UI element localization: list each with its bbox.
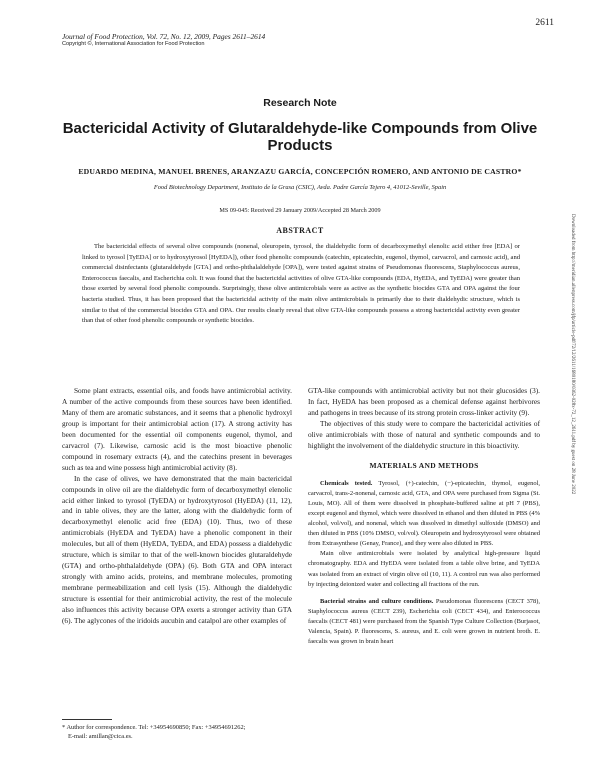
objectives-paragraph: The objectives of this study were to compare the bactericidal activities of olive antimicrobials with those of natural and synthetic compounds and to highlight the involvement of the dialdehydic structure in this bioactivity. [308, 418, 540, 450]
manuscript-dates: MS 09-045: Received 29 January 2009/Accepted 28 March 2009 [219, 207, 381, 214]
footnote-line-1: * Author for correspondence. Tel: +34954690850; Fax: +34954691262; [62, 724, 246, 731]
bacteria-subheading: Bacterial strains and culture conditions. [320, 597, 434, 605]
isolation-paragraph: Main olive antimicrobials were isolated by analytical high-pressure liquid chromatography. EDA and HyEDA were isolated from a table olive brine, and TyEDA was isolated from an extract of virgin olive oil (10, 11). A control run was also performed by injecting deionized water and collecting all fractions of the run. [308, 550, 540, 588]
page-number: 2611 [535, 18, 554, 28]
author-list: EDUARDO MEDINA, MANUEL BRENES, ARANZAZU GARCÍA, CONCEPCIÓN ROMERO, AND ANTONIO DE CASTRO* [78, 167, 522, 176]
bacteria-text: Pseudomonas fluorescens (CECT 378), Staphylococcus aureus (CECT 239), Escherichia coli (CECT 434), and Enterococcus faecalis (CECT 481) were purchased from the Spanish Type Culture Collection (Burjasot, Valencia, Spain). P. fluorescens, S. aureus, and E. coli were grown in nutrient broth. E. faecalis was grown in brain heart [308, 597, 540, 646]
body-left-column [62, 386, 292, 627]
correspondence-footnote [62, 723, 292, 741]
abstract-heading: ABSTRACT [276, 226, 324, 235]
copyright-notice: Copyright ©, International Association for Food Protection [62, 41, 205, 47]
download-sidebar [568, 214, 578, 584]
footnote-line-2: E-mail: amillan@cica.es. [68, 733, 133, 740]
chemicals-text: Tyrosol, (+)-catechin, (−)-epicatechin, thymol, eugenol, carvacrol, trans-2-nonenal, carnosic acid, GTA, and OPA were purchased from Sigma (St. Louis, MO). All of them were dissolved in phosphate-buffered saline at pH 7 (PBS), except eugenol and thymol, which were dissolved in ethanol and then diluted in PBS (4% alcohol, vol/vol), and nonenal, which was dissolved in dimethyl sulfoxide (DMSO) and then diluted in PBS (10% DMSO, vol/vol). Oleuropein and hydroxytyrosol were obtained from Extrasynthese (Genay, France), and they were also diluted in PBS. [308, 479, 540, 548]
chemicals-subheading: Chemicals tested. [320, 479, 373, 487]
abstract-text: The bactericidal effects of several olive compounds (nonenal, oleuropein, tyrosol, the dialdehydic form of decarboxymethyl elenolic acid either free [EDA] or linked to tyrosol [TyEDA] or to hydroxytyrosol [HyEDA]), other food phenolic compounds (catechin, epicatechin, eugenol, thymol, carvacrol, and carnosic acid), and commercial disinfectants (glutaraldehyde [GTA] and ortho-phthalaldehyde [OPA]), were tested against strains of Pseudomonas fluorescens, Staphylococcus aureus, Enterococcus faecalis, and Escherichia coli. It was found that the bactericidal activities of olive GTA-like compounds (EDA, HyEDA, and TyEDA) were greater than those exerted by several food phenolic compounds. Surprisingly, these olive antimicrobials were as active as the synthetic biocides GTA and OPA against the four bacteria studied. Thus, it has been proposed that the bactericidal activity of the main olive antimicrobials is primarily due to their dialdehydic structure, which is similar to that of the commercial biocides GTA and OPA. Our results clearly reveal that olive GTA-like compounds possess a strong bactericidal activity even greater than that of other food phenolic compounds or synthetic biocides. [82, 243, 520, 325]
intro-paragraph-2: In the case of olives, we have demonstrated that the main bactericidal compounds in olive oil are the dialdehydic form of decarboxymethyl elenolic acid either linked to tyrosol (TyEDA) or hydroxytyrosol (HyEDA) (11, 12), and in table olives, they are the latter, along with the dialdehydic form of decarboxymethyl elenolic acid free (EDA) (10). Thus, two of these antimicrobials (HyEDA and TyEDA) have a phenolic component in their molecules, but all of them (HyEDA, TyEDA, and EDA) possess a dialdehydic structure, which is similar to that of the well-known biocides glutaraldehyde (GTA) and ortho-phthalaldehyde (OPA) (6). Both GTA and OPA interact strongly with amino acids, proteins, and membrane molecules, promoting membrane permeabilization and cell lysis (15). Although the dialdehydic structure is essential for their antimicrobial activity, the rest of the molecule also influences this activity because OPA exerts a stronger activity than GTA (6). The aglycones of the iridoids aucubin and catalpol are other examples of [62, 473, 292, 626]
journal-citation: Journal of Food Protection, Vol. 72, No. 12, 2009, Pages 2611–2614 [62, 32, 266, 41]
chemicals-paragraph [308, 479, 540, 550]
author-affiliation: Food Biotechnology Department, Instituto de la Grasa (CSIC), Avda. Padre García Tejero 4, 41012-Seville, Spain [153, 184, 447, 191]
article-type-label: Research Note [263, 97, 337, 109]
intro-paragraph-1: Some plant extracts, essential oils, and foods have antimicrobial activity. A number of the active compounds from these sources have been identified. Many of them are aromatic substances, and it seems that a phenolic hydroxyl group is important for their antimicrobial action (17). A strong activity has been documented for the essential oil components eugenol, thymol, and carvacrol (7). Likewise, carnosic acid is the most bioactive phenolic compound in rosemary extracts (4), and the catechins present in beverages such as tea and wine possess high antimicrobial activity (8). [62, 386, 292, 472]
footnote-divider [62, 719, 112, 720]
bacteria-paragraph [308, 597, 540, 647]
download-notice[interactable]: Downloaded from http://meridian.allenpress.com/jfp/article-pdf/72/12/2611/1680180/0362-028x-72_12_2611.pdf by guest on 28 June 2022 [570, 214, 575, 495]
section-heading-methods: MATERIALS AND METHODS [369, 460, 479, 470]
intro-paragraph-3: GTA-like compounds with antimicrobial activity but not their glucosides (3). In fact, HyEDA has been proposed as a chemical defense against herbivores and pathogens in trees because of its strong protein cross-linker activity (9). [308, 386, 540, 417]
article-title: Bactericidal Activity of Glutaraldehyde-like Compounds from Olive Products [62, 120, 538, 154]
body-right-column [308, 386, 540, 647]
